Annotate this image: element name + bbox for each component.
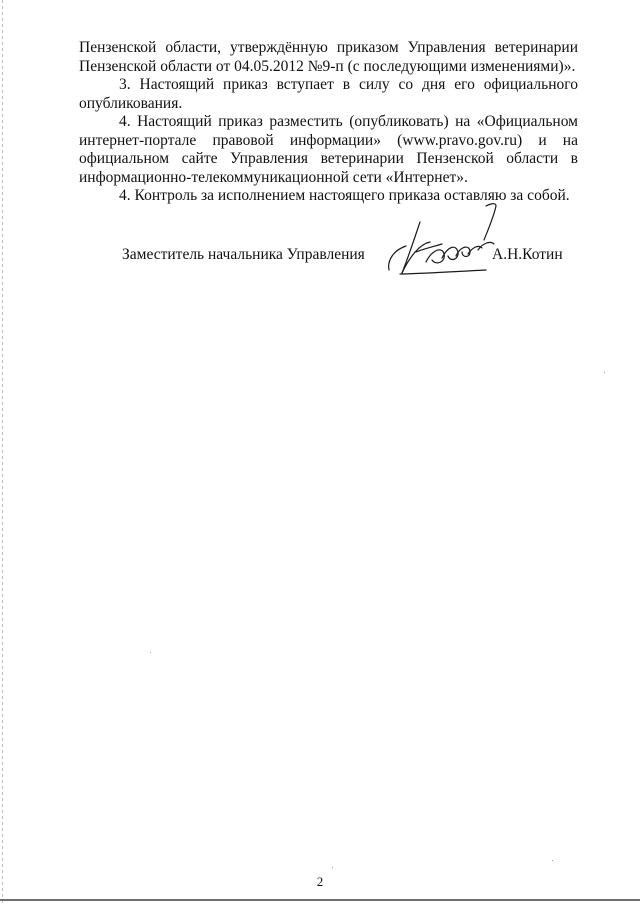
handwritten-signature <box>386 200 498 276</box>
signer-position: Заместитель начальника Управления <box>122 246 365 263</box>
paragraph-continuation: Пензенской области, утверждённую приказом Управления ветеринарии Пензенской области от 04.05.2012 №9-п (с последующими изменениями)». <box>79 39 578 75</box>
scan-bottom-edge <box>0 899 640 901</box>
scan-speck <box>604 372 605 373</box>
scan-speck <box>552 860 553 861</box>
page-number: 2 <box>316 874 324 889</box>
signer-name: А.Н.Котин <box>492 246 563 263</box>
paragraph-item-4-publication: 4. Настоящий приказ разместить (опубликовать) на «Официальном интернет-портале правовой информации» (www.pravo.gov.ru) и на официальном сайте Управления ветеринарии Пензенской области в информационно-телекоммуникационной сети «Интернет». <box>79 113 578 186</box>
scan-speck <box>332 867 333 868</box>
paragraph-item-3: 3. Настоящий приказ вступает в силу со дня его официального опубликования. <box>79 76 578 112</box>
document-body <box>79 39 578 206</box>
scan-edge-mark <box>2 0 3 905</box>
scan-speck <box>150 652 151 653</box>
paragraph-item-4-control: 4. Контроль за исполнением настоящего приказа оставляю за собой. <box>119 187 570 204</box>
signature-block <box>0 243 640 273</box>
